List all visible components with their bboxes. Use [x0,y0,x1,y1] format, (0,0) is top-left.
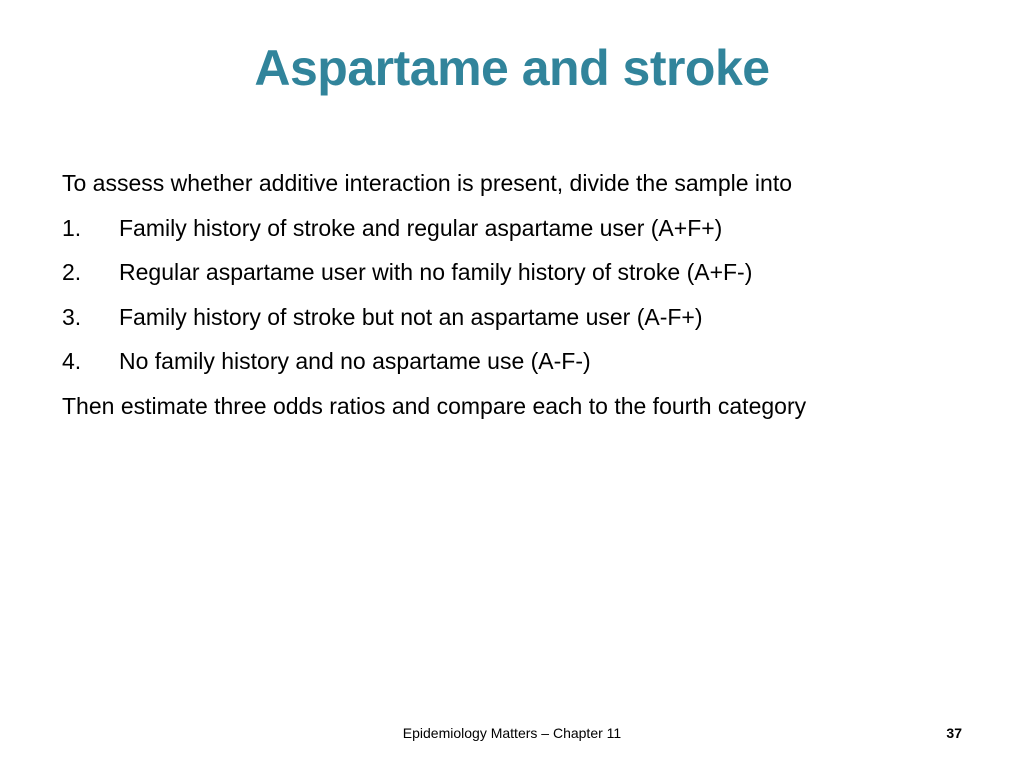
list-item-number: 4. [62,348,82,374]
list-item-text: No family history and no aspartame use (A-F-) [119,348,591,374]
list-item-3 [62,300,1002,345]
list-item-text: Regular aspartame user with no family history of stroke (A+F-) [119,259,753,285]
slide-body [62,166,1002,433]
list-item-number: 1. [62,214,82,241]
conclusion-text: Then estimate three odds ratios and compare each to the fourth category [62,392,807,419]
page-number: 37 [946,725,962,741]
list-item-4 [62,344,1002,389]
list-item-1 [62,211,1002,256]
intro-text: To assess whether additive interaction is present, divide the sample into [62,170,793,196]
list-item-text: Family history of stroke and regular aspartame user (A+F+) [119,214,723,241]
list-item-number: 2. [62,259,82,285]
slide-title: Aspartame and stroke [254,40,770,96]
footer-caption: Epidemiology Matters – Chapter 11 [402,725,622,741]
list-item-text: Family history of stroke but not an aspartame user (A-F+) [119,303,703,330]
list-item-number: 3. [62,303,82,330]
list-item-2 [62,255,1002,300]
